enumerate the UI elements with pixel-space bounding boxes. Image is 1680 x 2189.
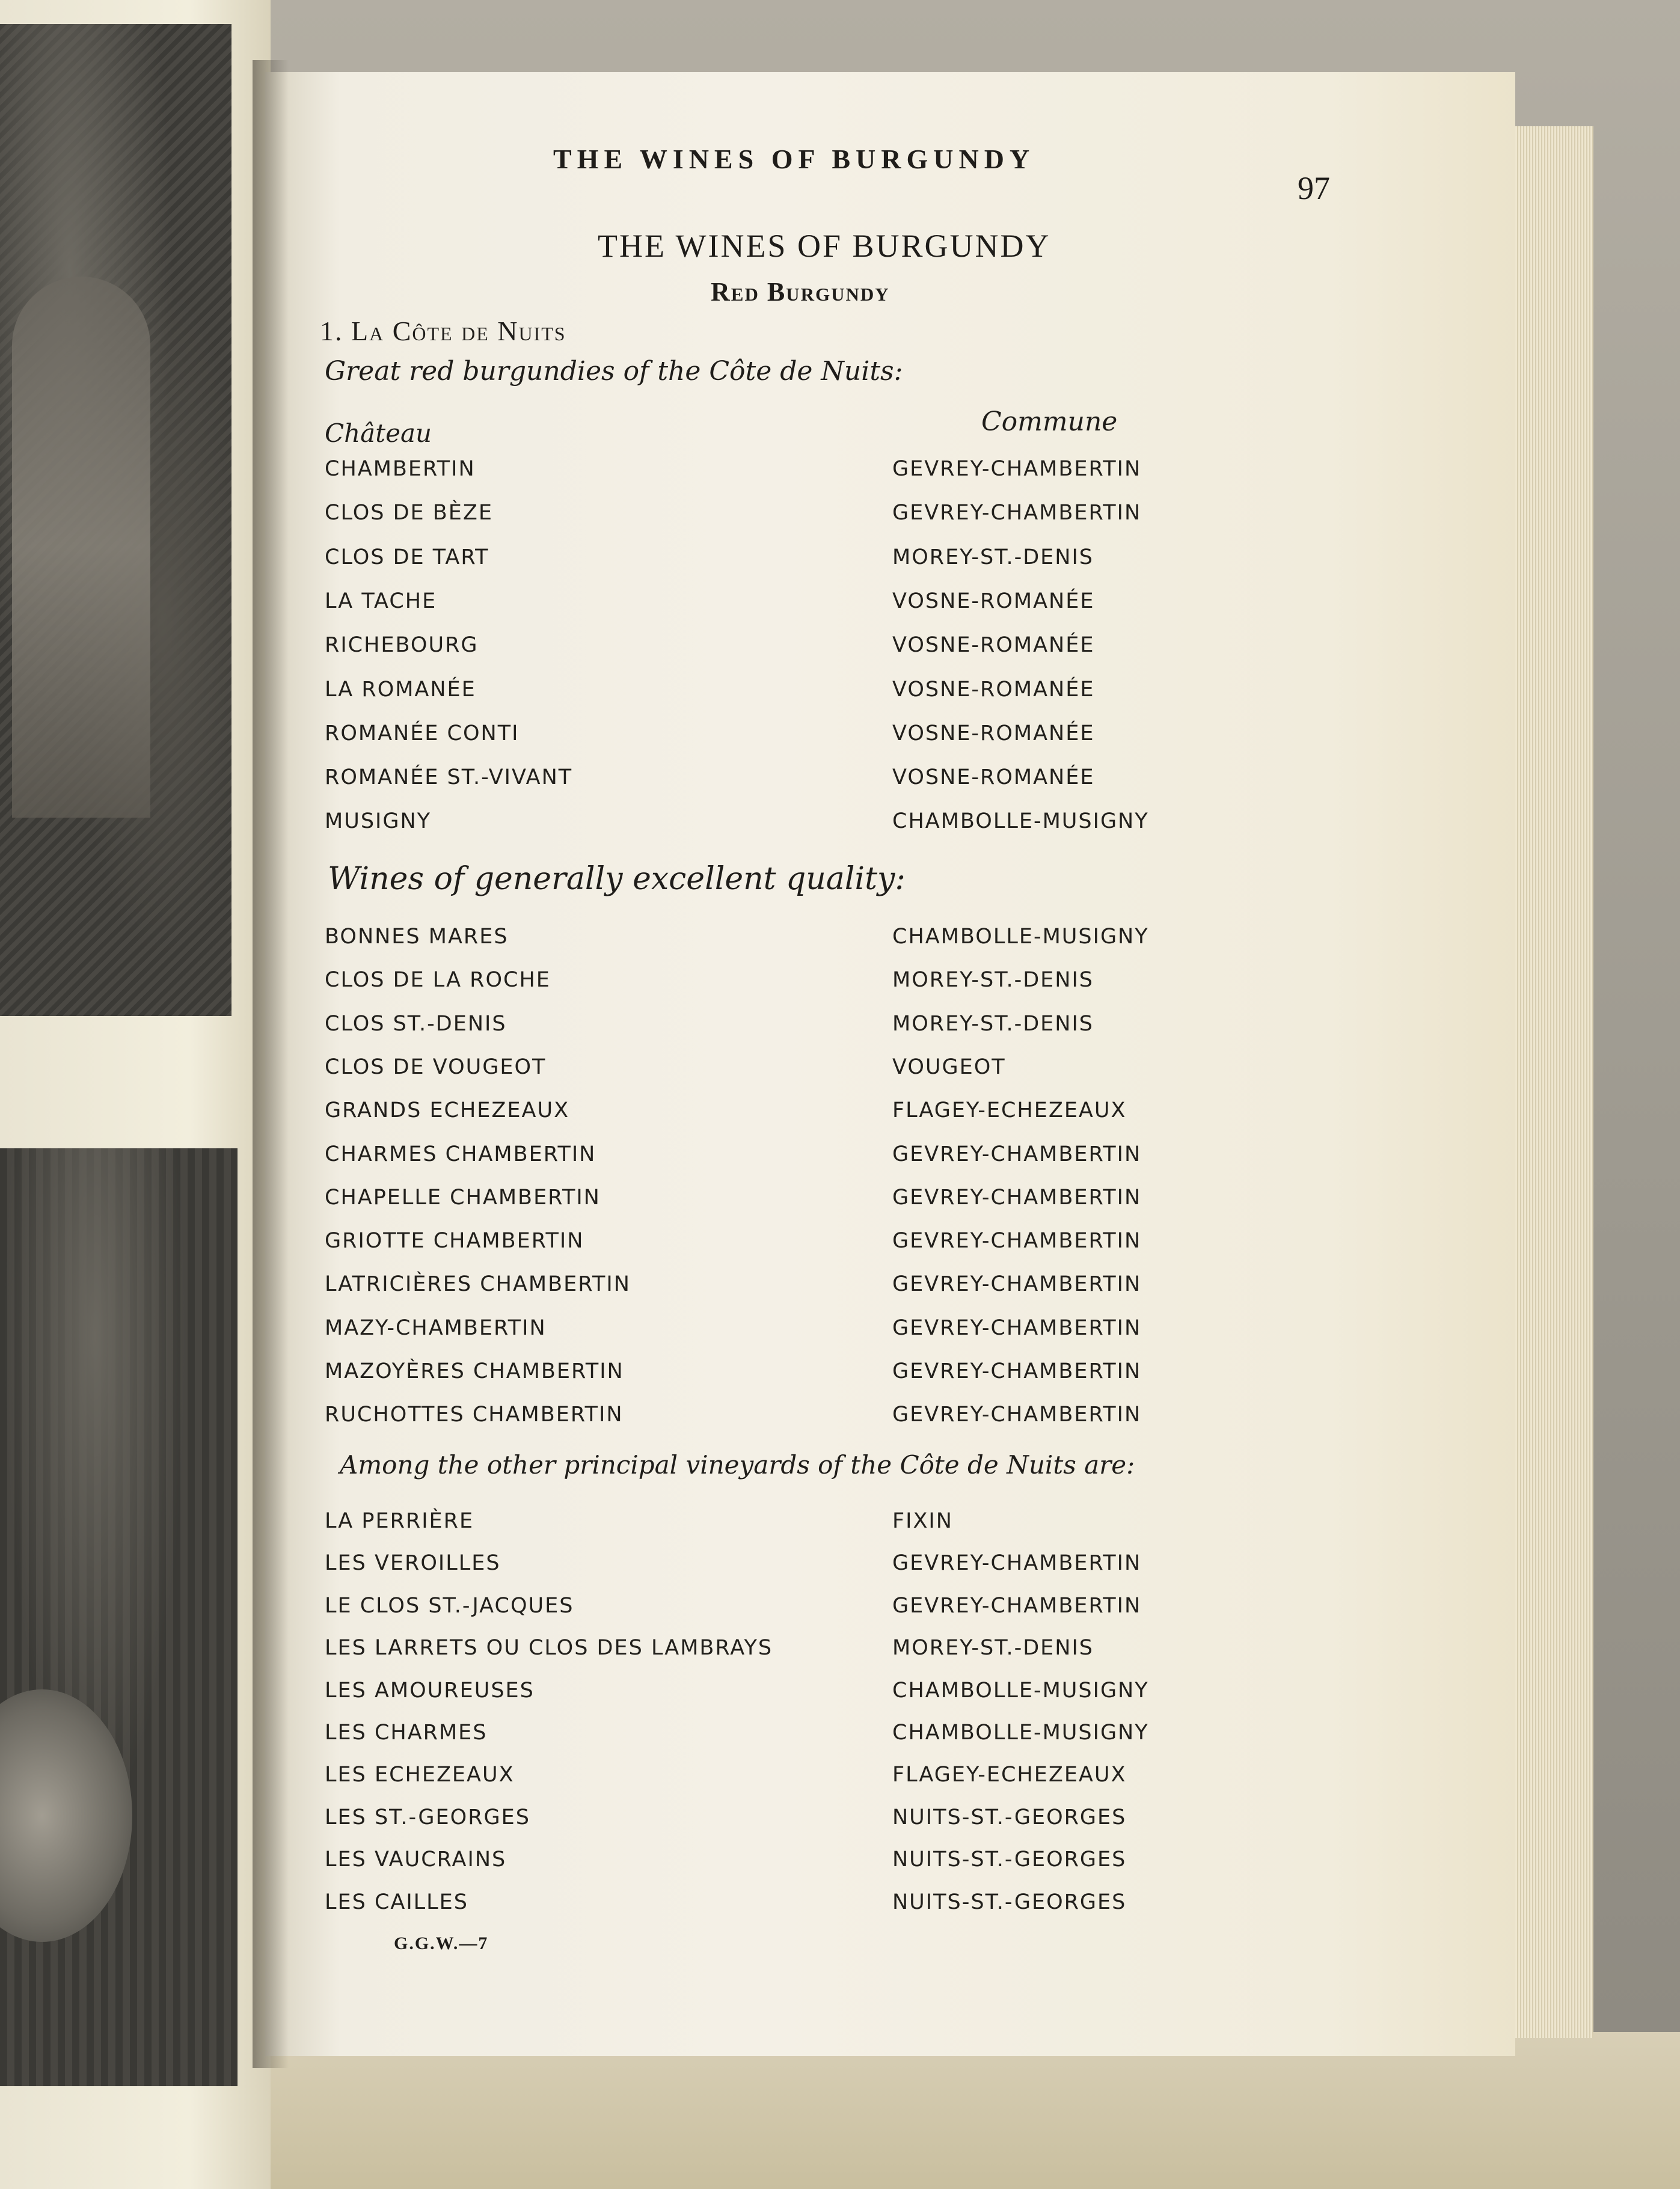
table-row: [325, 1098, 1227, 1134]
wine-commune: GEVREY-CHAMBERTIN: [892, 1594, 1142, 1618]
wine-commune: GEVREY-CHAMBERTIN: [892, 1403, 1142, 1427]
wine-name: LES ECHEZEAUX: [325, 1763, 515, 1787]
wine-commune: CHAMBOLLE-MUSIGNY: [892, 925, 1149, 949]
table-row: [325, 809, 1227, 845]
wine-commune: GEVREY-CHAMBERTIN: [892, 1359, 1142, 1383]
wine-commune: MOREY-ST.-DENIS: [892, 1636, 1094, 1660]
wine-name: LE CLOS ST.-JACQUES: [325, 1594, 574, 1618]
table-row: [325, 1551, 1227, 1587]
running-head: THE WINES OF BURGUNDY: [553, 144, 1035, 174]
wine-name: GRANDS ECHEZEAUX: [325, 1098, 570, 1122]
wine-name: LES CAILLES: [325, 1890, 468, 1914]
wine-name: GRIOTTE CHAMBERTIN: [325, 1229, 584, 1253]
table-row: [325, 925, 1227, 961]
wine-name: LES LARRETS OU CLOS DES LAMBRAYS: [325, 1636, 773, 1660]
cellar-photo-top: [0, 24, 231, 1016]
wine-commune: CHAMBOLLE-MUSIGNY: [892, 1679, 1149, 1703]
wine-commune: GEVREY-CHAMBERTIN: [892, 1316, 1142, 1340]
wine-commune: MOREY-ST.-DENIS: [892, 968, 1094, 992]
wine-name: MAZY-CHAMBERTIN: [325, 1316, 547, 1340]
table-row: [325, 1509, 1227, 1545]
table-row: [325, 1679, 1227, 1715]
wine-name: CHAMBERTIN: [325, 457, 476, 481]
wine-name: LA TACHE: [325, 589, 437, 613]
table-row: [325, 1636, 1227, 1672]
wine-commune: VOSNE-ROMANÉE: [892, 633, 1095, 657]
wine-commune: CHAMBOLLE-MUSIGNY: [892, 1721, 1149, 1745]
table-row: [325, 1403, 1227, 1439]
wine-commune: FIXIN: [892, 1509, 953, 1533]
table-row: [325, 1142, 1227, 1178]
wine-name: LES CHARMES: [325, 1721, 488, 1745]
great-wines-intro: Great red burgundies of the Côte de Nuits:: [325, 356, 903, 387]
wine-name: CLOS DE TART: [325, 545, 489, 569]
excellent-wines-intro: Wines of generally excellent quality:: [328, 861, 906, 897]
wine-commune: GEVREY-CHAMBERTIN: [892, 501, 1142, 525]
table-row: [325, 1186, 1227, 1222]
wine-name: MAZOYÈRES CHAMBERTIN: [325, 1359, 624, 1383]
table-row: [325, 968, 1227, 1004]
table-row: [325, 1272, 1227, 1308]
wine-commune: GEVREY-CHAMBERTIN: [892, 1142, 1142, 1166]
table-row: [325, 1848, 1227, 1884]
table-row: [325, 457, 1227, 493]
table-row: [325, 1359, 1227, 1395]
wine-commune: MOREY-ST.-DENIS: [892, 1012, 1094, 1036]
table-row: [325, 678, 1227, 714]
wine-commune: NUITS-ST.-GEORGES: [892, 1890, 1127, 1914]
wine-name: CLOS DE BÈZE: [325, 501, 493, 525]
page-subtitle: Red Burgundy: [711, 277, 890, 307]
wine-commune: NUITS-ST.-GEORGES: [892, 1848, 1127, 1872]
wine-name: MUSIGNY: [325, 809, 432, 833]
table-row: [325, 1012, 1227, 1048]
wine-name: CLOS DE LA ROCHE: [325, 968, 551, 992]
wine-commune: GEVREY-CHAMBERTIN: [892, 457, 1142, 481]
left-page: [0, 0, 271, 2189]
wine-commune: GEVREY-CHAMBERTIN: [892, 1186, 1142, 1210]
column-header-chateau: Château: [325, 418, 432, 448]
wine-name: CLOS ST.-DENIS: [325, 1012, 507, 1036]
wine-commune: VOSNE-ROMANÉE: [892, 589, 1095, 613]
wine-name: LES VAUCRAINS: [325, 1848, 507, 1872]
wine-name: ROMANÉE ST.-VIVANT: [325, 765, 573, 789]
table-row: [325, 721, 1227, 758]
table-row: [325, 1805, 1227, 1842]
wine-barrel: [0, 1689, 132, 1942]
wine-name: CLOS DE VOUGEOT: [325, 1055, 547, 1079]
section-heading: 1. La Côte de Nuits: [320, 316, 566, 346]
table-row: [325, 1229, 1227, 1265]
wine-commune: CHAMBOLLE-MUSIGNY: [892, 809, 1149, 833]
page-title: THE WINES OF BURGUNDY: [598, 228, 1051, 264]
wine-commune: VOSNE-ROMANÉE: [892, 765, 1095, 789]
wine-commune: GEVREY-CHAMBERTIN: [892, 1229, 1142, 1253]
column-header-commune: Commune: [981, 406, 1118, 437]
page-number: 97: [1298, 170, 1330, 206]
table-row: [325, 545, 1227, 581]
wine-commune: VOSNE-ROMANÉE: [892, 678, 1095, 702]
wine-name: CHAPELLE CHAMBERTIN: [325, 1186, 601, 1210]
signature-mark: G.G.W.—7: [394, 1933, 489, 1953]
wine-name: LA PERRIÈRE: [325, 1509, 474, 1533]
wine-name: LES ST.-GEORGES: [325, 1805, 530, 1829]
wine-name: ROMANÉE CONTI: [325, 721, 520, 745]
wine-commune: MOREY-ST.-DENIS: [892, 545, 1094, 569]
table-row: [325, 1594, 1227, 1630]
wine-name: LES VEROILLES: [325, 1551, 501, 1575]
table-row: [325, 633, 1227, 669]
table-row: [325, 1316, 1227, 1352]
wine-commune: GEVREY-CHAMBERTIN: [892, 1551, 1142, 1575]
wine-name: RICHEBOURG: [325, 633, 479, 657]
table-row: [325, 589, 1227, 625]
wine-commune: FLAGEY-ECHEZEAUX: [892, 1098, 1127, 1122]
wine-name: CHARMES CHAMBERTIN: [325, 1142, 596, 1166]
table-row: [325, 1763, 1227, 1799]
gutter-shadow: [253, 60, 289, 2068]
table-row: [325, 765, 1227, 801]
wine-commune: GEVREY-CHAMBERTIN: [892, 1272, 1142, 1296]
table-row: [325, 1055, 1227, 1091]
wine-name: LATRICIÈRES CHAMBERTIN: [325, 1272, 631, 1296]
wine-commune: FLAGEY-ECHEZEAUX: [892, 1763, 1127, 1787]
wine-commune: VOUGEOT: [892, 1055, 1006, 1079]
wine-name: BONNES MARES: [325, 925, 509, 949]
table-row: [325, 501, 1227, 537]
table-row: [325, 1890, 1227, 1926]
wine-name: LA ROMANÉE: [325, 678, 476, 702]
cellar-photo-bottom: [0, 1148, 238, 2086]
wine-name: LES AMOUREUSES: [325, 1679, 535, 1703]
wine-name: RUCHOTTES CHAMBERTIN: [325, 1403, 624, 1427]
table-row: [325, 1721, 1227, 1757]
wine-commune: NUITS-ST.-GEORGES: [892, 1805, 1127, 1829]
other-vineyards-intro: Among the other principal vineyards of the Côte de Nuits are:: [340, 1450, 1135, 1480]
wine-commune: VOSNE-ROMANÉE: [892, 721, 1095, 745]
cellar-arch: [12, 277, 150, 818]
